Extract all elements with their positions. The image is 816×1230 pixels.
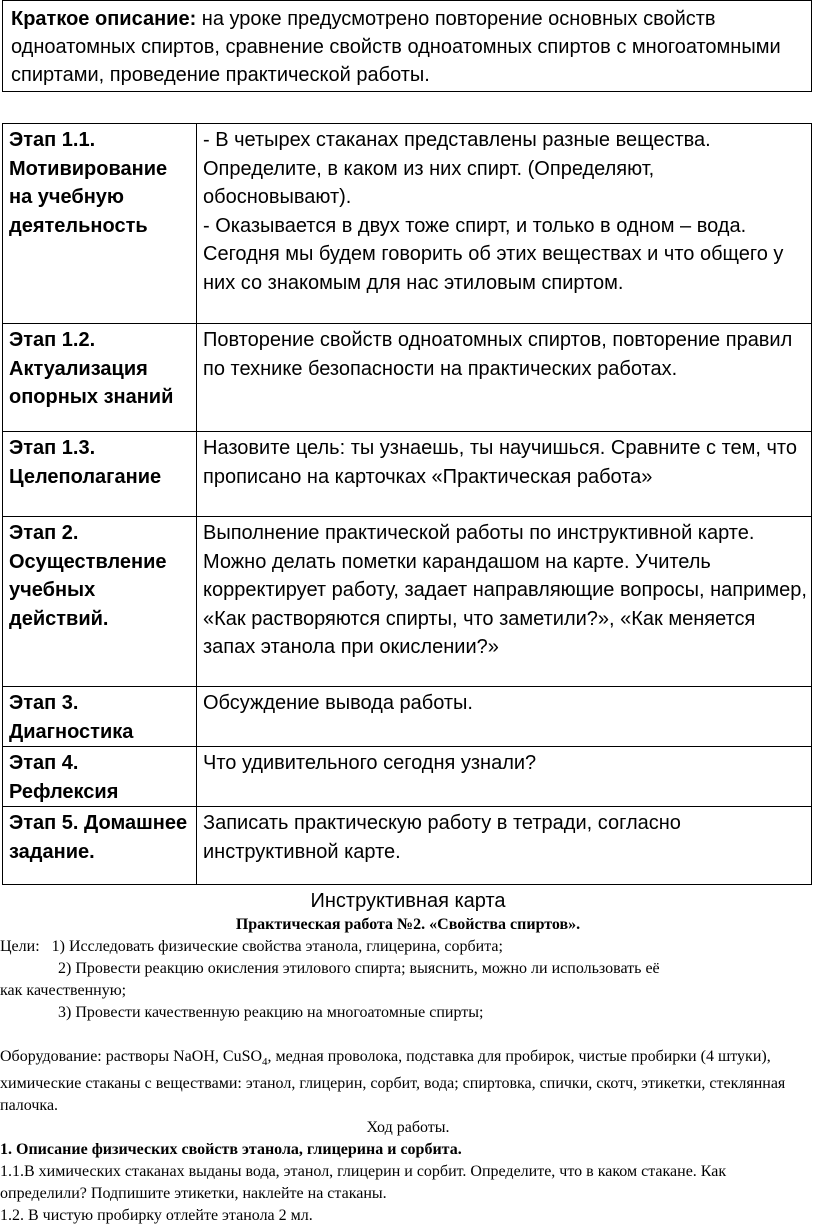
summary-text: на уроке предусмотрено повторение основных свойств одноатомных спиртов, сравнение свойств одноатомных спиртов с многоатомными спиртами, проведение практической работы. [11, 8, 781, 86]
stage-name: Этап 5. Домашнее задание. [3, 807, 197, 885]
section-1-title: 1. Описание физических свойств этанола, глицерина и сорбита. [0, 1141, 462, 1159]
stage-content-line: Назовите цель: ты узнаешь, ты научишься. Сравните с тем, что прописано на карточках «Практическая работа» [203, 437, 797, 488]
equipment-pre: Оборудование: растворы NaOH, CuSO [0, 1048, 263, 1065]
stage-name: Этап 2. Осуществление учебных действий. [3, 517, 197, 687]
stage-content-line: Повторение свойств одноатомных спиртов, повторение правил по технике безопасности на практических работах. [203, 329, 793, 380]
stage-row [3, 324, 812, 432]
stage-row [3, 687, 812, 747]
stage-row [3, 747, 812, 807]
stage-content-line: Записать практическую работу в тетради, согласно инструктивной карте. [203, 812, 681, 863]
goal-1-line [0, 936, 816, 958]
goal-1: 1) Исследовать физические свойства этанола, глицерина, сорбита; [51, 938, 503, 955]
stage-content [197, 517, 812, 687]
stages-table [2, 123, 812, 885]
stage-name: Этап 4. Рефлексия [3, 747, 197, 807]
stage-content-line: - В четырех стаканах представлены разные вещества. Определите, в каком из них спирт. (Определяют, обосновывают). [203, 129, 711, 208]
stage-row [3, 807, 812, 885]
step-1-2: 1.2. В чистую пробирку отлейте этанола 2 мл. [0, 1207, 313, 1225]
stage-content [197, 747, 812, 807]
stage-content [197, 432, 812, 517]
stage-name: Этап 1.1. Мотивирование на учебную деятельность [3, 124, 197, 324]
stage-content [197, 807, 812, 885]
stage-row [3, 124, 812, 324]
goal-2a: 2) Провести реакцию окисления этилового спирта; выяснить, можно ли использовать её [58, 960, 660, 977]
stage-content-line: - Оказывается в двух тоже спирт, и только в одном – вода. [203, 214, 747, 237]
stage-row [3, 517, 812, 687]
goal-2b: как качественную; [0, 982, 127, 999]
stage-content [197, 687, 812, 747]
stage-content [197, 124, 812, 324]
summary-box [2, 0, 812, 92]
card-subtitle: Практическая работа №2. «Свойства спиртов». [235, 916, 581, 933]
stage-row [3, 432, 812, 517]
summary-label: Краткое описание: [11, 8, 197, 30]
instruction-card [0, 888, 816, 1227]
stage-name: Этап 3. Диагностика [3, 687, 197, 747]
stage-name: Этап 1.3. Целеполагание [3, 432, 197, 517]
stage-content [197, 324, 812, 432]
card-title: Инструктивная карта [310, 890, 506, 912]
equipment [0, 1046, 816, 1117]
equipment-sub: 4 [262, 1056, 268, 1069]
progress-title: Ход работы. [366, 1119, 450, 1137]
goals-label: Цели: [0, 938, 40, 955]
step-1-1: 1.1.В химических стаканах выданы вода, этанол, глицерин и сорбит. Определите, что в каком стакане. Как определили? Подпишите этикетки, наклейте на стаканы. [0, 1163, 727, 1203]
blank-line [0, 1024, 816, 1046]
stage-content-line: Выполнение практической работы по инструктивной карте. Можно делать пометки карандашом на карте. Учитель корректирует работу, задает направляющие вопросы, например, «Как растворяются спирты, что заметили?», «Как меняется запах этанола при окислении?» [203, 522, 807, 658]
goal-3: 3) Провести качественную реакцию на многоатомные спирты; [58, 1004, 484, 1021]
equipment-post: , медная проволока, подставка для пробирок, чистые пробирки (4 штуки), химические стаканы с веществами: этанол, глицерин, сорбит, вода; спиртовка, спички, скотч, этикетки, стеклянная палочка. [0, 1048, 786, 1115]
stage-name: Этап 1.2. Актуализация опорных знаний [3, 324, 197, 432]
stage-content-line: Обсуждение вывода работы. [203, 692, 473, 714]
stage-content-line: Что удивительного сегодня узнали? [203, 752, 537, 774]
stage-content-line: Сегодня мы будем говорить об этих веществах и что общего у них со знакомым для нас этиловым спиртом. [203, 243, 784, 294]
